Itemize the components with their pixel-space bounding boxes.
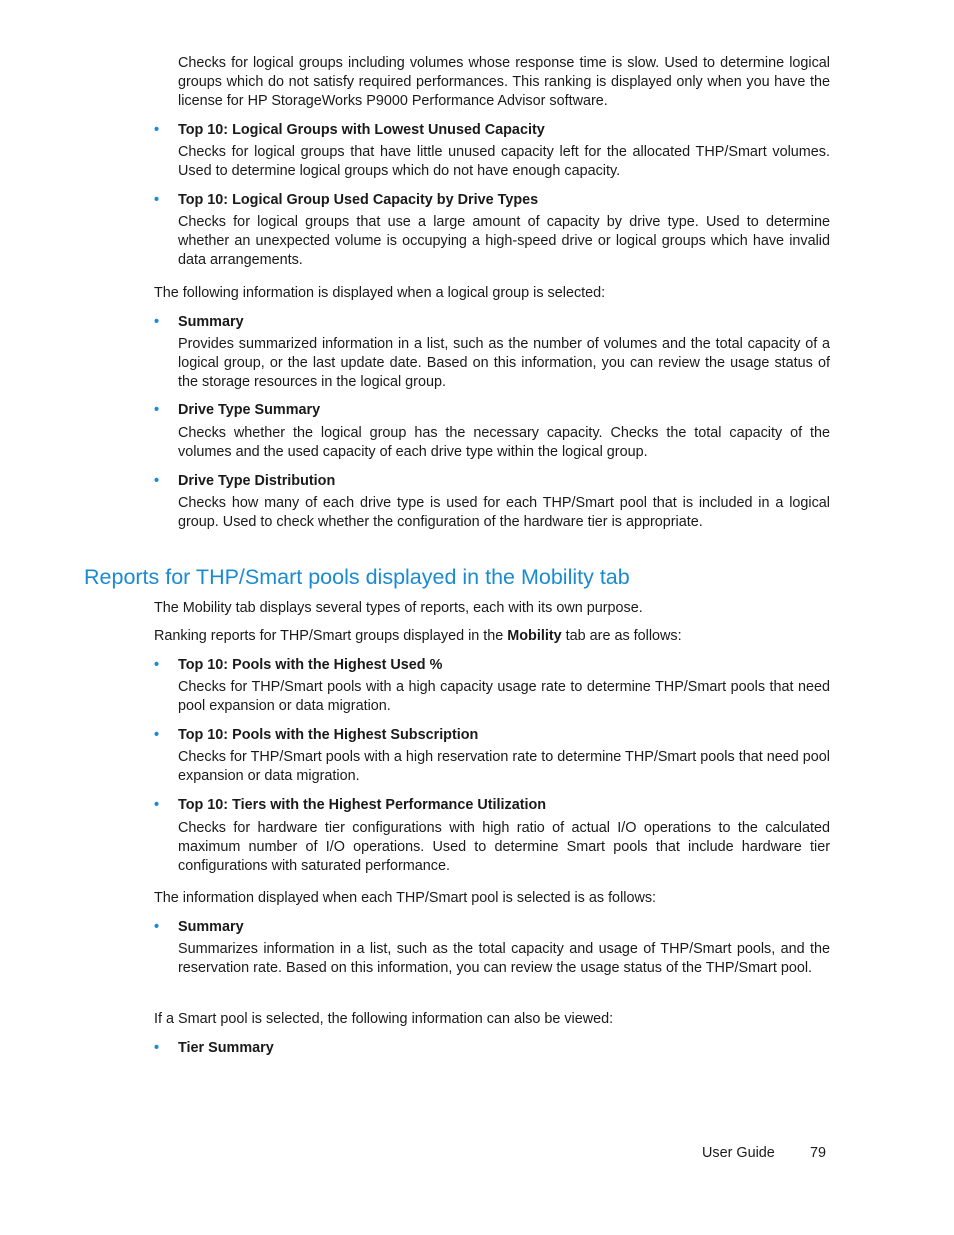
bullet-lowest-unused-capacity	[154, 120, 830, 140]
ranking-intro-before: Ranking reports for THP/Smart groups displayed in the	[154, 628, 508, 644]
ranking-intro	[154, 627, 830, 646]
bullet-description: Summarizes information in a list, such as the total capacity and usage of THP/Smart pools, and the reservation rate. Based on this information, you can review the usage status of the THP/Smart pool.	[178, 941, 830, 976]
bullet-description: Checks for logical groups that have little unused capacity left for the allocated THP/Smart volumes. Used to determine logical groups which do not have enough capacity.	[178, 144, 830, 179]
section-heading: Reports for THP/Smart pools displayed in the Mobility tab	[84, 565, 630, 589]
bullet-icon: •	[154, 919, 160, 935]
bullet-description: Checks how many of each drive type is used for each THP/Smart pool that is included in a logical group. Used to check whether the configuration of the hardware tier is appropriate.	[178, 495, 830, 530]
bullet-highest-performance-utilization	[154, 795, 830, 815]
bullet-title: Summary	[178, 314, 244, 330]
ranking-intro-bold: Mobility	[507, 628, 562, 644]
bullet-description: Checks for THP/Smart pools with a high reservation rate to determine THP/Smart pools that need pool expansion or data migration.	[178, 749, 830, 784]
bullet-drive-type-summary	[154, 400, 830, 420]
bullet-tier-summary	[154, 1038, 830, 1058]
bullet-icon: •	[154, 192, 160, 208]
pool-selected-intro: The information displayed when each THP/Smart pool is selected is as follows:	[154, 890, 657, 906]
bullet-icon: •	[154, 657, 160, 673]
smart-pool-intro: If a Smart pool is selected, the following information can also be viewed:	[154, 1011, 614, 1027]
bullet-icon: •	[154, 1040, 160, 1056]
logical-group-selected-intro: The following information is displayed when a logical group is selected:	[154, 285, 606, 301]
bullet-icon: •	[154, 797, 160, 813]
bullet-title: Summary	[178, 919, 244, 935]
bullet-title: Top 10: Tiers with the Highest Performance Utilization	[178, 797, 547, 813]
bullet-drive-type-distribution	[154, 471, 830, 491]
bullet-title: Top 10: Logical Groups with Lowest Unused Capacity	[178, 122, 545, 138]
bullet-title: Top 10: Logical Group Used Capacity by Drive Types	[178, 192, 539, 208]
bullet-icon: •	[154, 314, 160, 330]
bullet-title: Top 10: Pools with the Highest Subscription	[178, 727, 479, 743]
footer-label: User Guide	[702, 1145, 775, 1161]
bullet-description: Provides summarized information in a list, such as the number of volumes and the total capacity of a logical group, or the last update date. Based on this information, you can review the usage status of the storage resources in the logical group.	[178, 336, 830, 390]
ranking-intro-after: tab are as follows:	[561, 628, 682, 644]
bullet-description: Checks whether the logical group has the necessary capacity. Checks the total capacity of the volumes and the used capacity of each drive type within the logical group.	[178, 425, 830, 460]
bullet-used-capacity-by-drive-types	[154, 190, 830, 210]
bullet-icon: •	[154, 727, 160, 743]
bullet-icon: •	[154, 473, 160, 489]
bullet-title: Top 10: Pools with the Highest Used %	[178, 657, 443, 673]
bullet-highest-subscription	[154, 725, 830, 745]
intro-continuation-text: Checks for logical groups including volumes whose response time is slow. Used to determine logical groups which do not satisfy required performances. This ranking is displayed only when you have the license for HP StorageWorks P9000 Performance Advisor software.	[178, 55, 830, 109]
bullet-title: Drive Type Summary	[178, 402, 321, 418]
bullet-title: Tier Summary	[178, 1040, 274, 1056]
bullet-highest-used	[154, 655, 830, 675]
bullet-description: Checks for hardware tier configurations with high ratio of actual I/O operations to the calculated maximum number of I/O operations. Used to determine Smart pools that include hardware tier configurations with saturated performance.	[178, 820, 830, 874]
bullet-description: Checks for THP/Smart pools with a high capacity usage rate to determine THP/Smart pools that need pool expansion or data migration.	[178, 679, 830, 714]
bullet-icon: •	[154, 402, 160, 418]
bullet-title: Drive Type Distribution	[178, 473, 336, 489]
bullet-description: Checks for logical groups that use a large amount of capacity by drive type. Used to determine whether an unexpected volume is occupying a high-speed drive or logical groups which have invalid data arrangements.	[178, 214, 830, 268]
bullet-summary	[154, 312, 830, 332]
bullet-icon: •	[154, 122, 160, 138]
page-number: 79	[810, 1145, 827, 1161]
mobility-intro: The Mobility tab displays several types of reports, each with its own purpose.	[154, 600, 643, 616]
bullet-pool-summary	[154, 917, 830, 937]
